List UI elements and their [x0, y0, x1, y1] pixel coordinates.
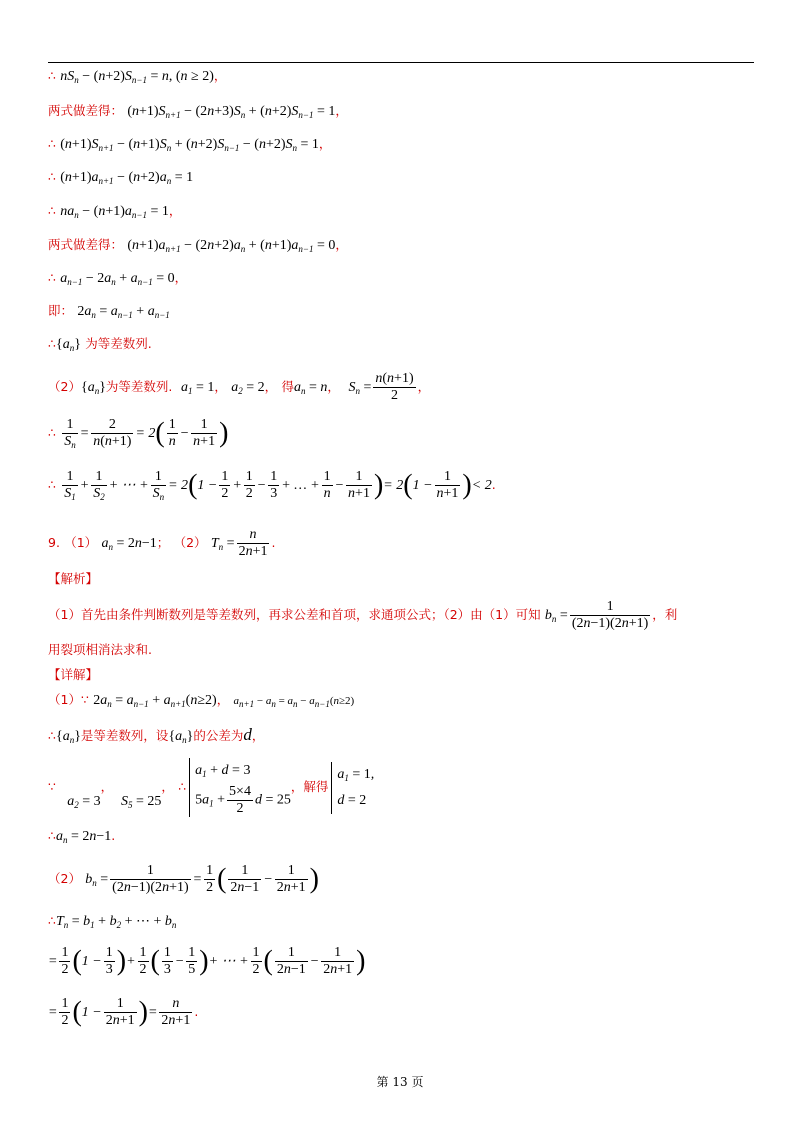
- separator: ；: [156, 535, 170, 550]
- part2-text: 为等差数列.: [105, 379, 173, 394]
- system-line: ∵ $a_2 = 3$， $S_5 = 25$， ∴ $a_1 + d = 3$ $5a_1$ + $\frac{5\times 4}{2}$ d = 25 ，解得 $a_1 = 1$, d = 2: [48, 758, 374, 817]
- proof-line-4: ∴ $(n+1)a_{n+1} - (n+2)a_n = 1$: [48, 169, 194, 186]
- analysis-text: （1）首先由条件判断数列是等差数列，再求公差和首项，求通项公式；: [48, 607, 444, 622]
- formula-7: $a_{n-1} - 2a_n + a_{n-1} = 0$: [60, 271, 175, 287]
- formula-1: $nS_n - (n+2)S_{n-1} = n$, (n ≥ 2): [60, 69, 214, 85]
- detail-line-4: $\therefore T_n = b_1 + b_2$ + ⋯ + $b_n$: [48, 913, 177, 930]
- analysis-text-2: （2）由（1）可知: [443, 607, 541, 622]
- proof-line-2: 两式做差得： $(n+1)S_{n+1} - (2n+3)S_n + (n+2)S_{n-1} = 1$，: [48, 103, 348, 120]
- therefore-symbol: ∴: [48, 68, 56, 83]
- detail-part1-label: （1）: [48, 692, 81, 707]
- problem-9-answer: 9. （1） $a_n = 2n-1$； （2） $T_n$ = $\frac{n}{2n+1}$ .: [48, 527, 276, 559]
- difference-text-2: 两式做差得：: [48, 237, 124, 252]
- formula-3: $(n+1)S_{n+1} - (n+1)S_n + (n+2)S_{n-1} - (n+2)S_n = 1$: [60, 137, 319, 153]
- detail-line-6: = $\frac{1}{2}$ (1 − $\frac{1}{2n+1}$ )= $\frac{n}{2n+1}$ .: [48, 996, 199, 1028]
- difference-text: 两式做差得：: [48, 103, 124, 118]
- problem-number: 9.: [48, 535, 60, 550]
- formula-5: $na_n - (n+1)a_{n-1} = 1$: [60, 204, 169, 220]
- formula-2: $(n+1)S_{n+1} - (2n+3)S_n + (n+2)S_{n-1} = 1$: [127, 104, 336, 120]
- part2-label: （2）: [48, 379, 81, 394]
- formula-8: $2a_n = a_{n-1} + a_{n-1}$: [77, 304, 170, 320]
- solved-text: 解得: [303, 779, 329, 794]
- telescoping-text: 用裂项相消法求和.: [48, 642, 152, 657]
- formula-4: $(n+1)a_{n+1} - (n+2)a_n = 1$: [60, 170, 194, 186]
- detail-text-2: 的公差为: [193, 728, 244, 743]
- sum-inequality-line: ∴ $\frac{1}{S_1}$ + $\frac{1}{S_2}$ + ⋯ + $\frac{1}{S_n}$ = 2(1 − $\frac{1}{2}$ + $\frac{1}{2}$ − $\frac{1}{3}$ + … + $\frac{1}{n}$ − $\frac{1}{n+1}$ )= 2(1 − $\frac{1}{n+1}$ )< 2.: [48, 469, 496, 502]
- page-number: 第 13 页: [376, 1075, 424, 1089]
- detail-part2-line: （2） $b_n$ = $\frac{1}{(2n-1)(2n+1)}$ = $\frac{1}{2}$ ( $\frac{1}{2n-1}$ − $\frac{1}{2n+1}$ ): [48, 863, 319, 895]
- proof-line-5: ∴ $na_n - (n+1)a_{n-1} = 1$，: [48, 203, 182, 220]
- detail-line-1: （1）∵ $2a_n = a_{n-1} + a_{n+1}(n\ge 2)$， $a_{n+1} - a_n = a_n - a_{n-1}(n\ge 2)$: [48, 692, 355, 709]
- proof-line-1: ∴ $nS_n - (n+2)S_{n-1} = n$, (n ≥ 2)，: [48, 68, 227, 85]
- proof-line-9: $\therefore\{a_n\}$ 为等差数列.: [48, 336, 152, 353]
- detail-heading-text: 【详解】: [48, 667, 99, 682]
- namely-text: 即：: [48, 303, 74, 318]
- detail-text-1: 是等差数列，设: [80, 728, 169, 743]
- part2-line: $(2)\{a_n\}$为等差数列. $a_1 = 1$， $a_2 = 2$， 得$a_n = n$， $S_n$ = $\frac{n(n+1)}{2}$ ，: [48, 371, 431, 403]
- obtain-text: 得: [281, 379, 294, 394]
- header-rule: [48, 62, 754, 63]
- analysis-heading: [48, 569, 98, 589]
- analysis-text-line: （1）首先由条件判断数列是等差数列，再求公差和首项，求通项公式；（2）由（1）可知 $b_n$ = $\frac{1}{(2n-1)(2n+1)}$ ，利: [48, 599, 678, 631]
- formula-6: $(n+1)a_{n+1} - (2n+2)a_n + (n+1)a_{n-1} = 0$: [127, 238, 336, 254]
- answer-part1-label: （1）: [64, 535, 98, 550]
- proof-line-7: ∴ $a_{n-1} - 2a_n + a_{n-1} = 0$，: [48, 270, 188, 287]
- arith-seq-text: 为等差数列.: [85, 336, 152, 351]
- proof-line-6: 两式做差得： $(n+1)a_{n+1} - (2n+2)a_n + (n+1)a_{n-1} = 0$，: [48, 237, 348, 254]
- detail-heading: [48, 665, 98, 685]
- answer-part2-label: （2）: [173, 535, 207, 550]
- analysis-text-line-2: [48, 640, 152, 660]
- proof-line-8: [48, 301, 170, 322]
- detail-line-5: = $\frac{1}{2}$ (1 − $\frac{1}{3}$ )+ $\frac{1}{2}$ ( $\frac{1}{3}$ − $\frac{1}{5}$ )+ ⋯ + $\frac{1}{2}$ ( $\frac{1}{2n-1}$ − $\frac{1}{2n+1}$ ): [48, 945, 366, 977]
- detail-line-2: $\therefore\{a_n\}$是等差数列，设$\{a_n\}$的公差为d，: [48, 725, 265, 745]
- proof-line-3: ∴ $(n+1)S_{n+1} - (n+1)S_n + (n+2)S_{n-1} - (n+2)S_n = 1$，: [48, 136, 332, 153]
- analysis-heading-text: 【解析】: [48, 571, 99, 586]
- reciprocal-line: ∴ $\frac{1}{S_n}$ = $\frac{2}{n(n+1)}$ = 2( $\frac{1}{n}$ − $\frac{1}{n+1}$ ): [48, 417, 229, 450]
- detail-line-3: $\therefore a_n = 2n-1$.: [48, 828, 116, 845]
- analysis-text-3: ，利: [652, 607, 678, 622]
- answer-formula-1: $a_n = 2n-1$: [101, 536, 157, 552]
- detail-part2-label: （2）: [48, 871, 81, 886]
